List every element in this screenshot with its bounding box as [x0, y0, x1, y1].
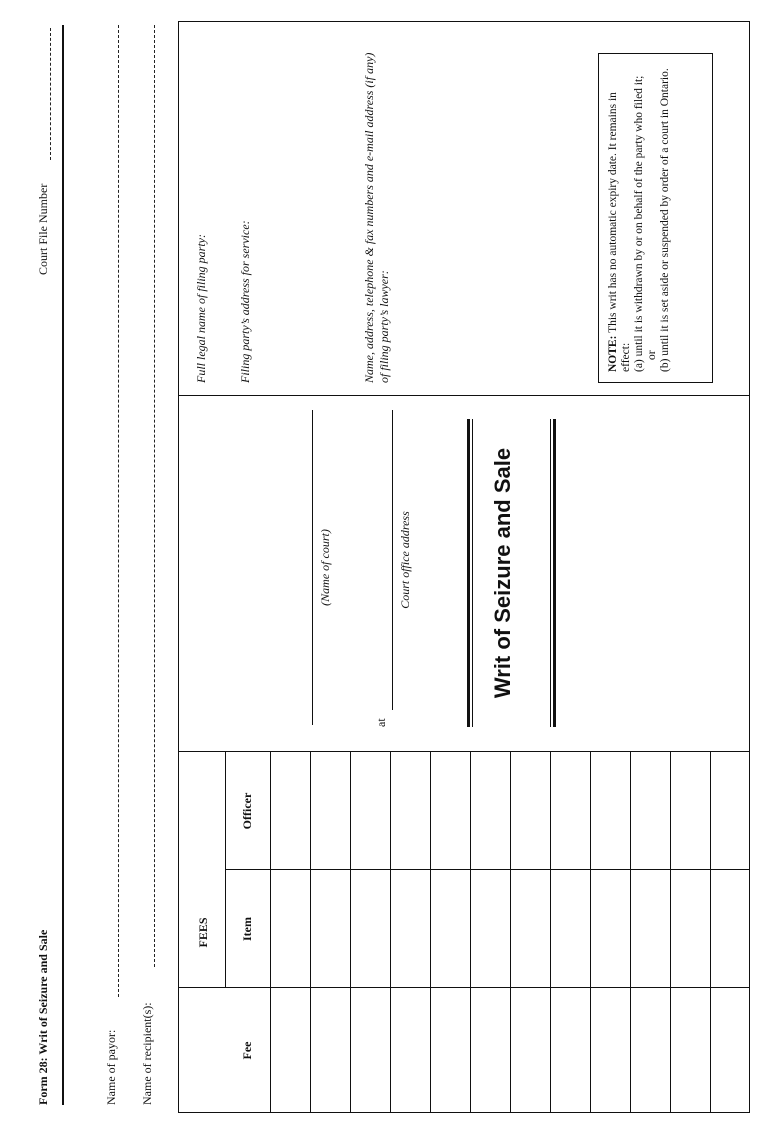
title-rule-top-thin — [472, 419, 473, 727]
filing-address-label: Filing party’s address for service: — [238, 220, 252, 383]
title-rule-top — [467, 419, 470, 727]
note-item-a: (a) until it is withdrawn by or on behalf of the party who filed it; or — [633, 75, 658, 372]
filing-divider — [178, 395, 750, 396]
fees-heading: FEES — [196, 917, 210, 948]
fees-row-rule — [630, 752, 631, 1113]
form-title: Writ of Seizure and Sale — [490, 447, 515, 699]
court-address-line[interactable] — [392, 410, 393, 710]
court-at-label: at — [374, 718, 388, 727]
fees-col-rule-1 — [178, 987, 750, 988]
recipient-label: Name of recipient(s): — [140, 1002, 154, 1105]
fees-col-fee: Fee — [240, 1041, 254, 1060]
fees-row-rule — [510, 752, 511, 1113]
fees-divider — [178, 751, 750, 752]
payor-label: Name of payor: — [104, 1029, 118, 1105]
fees-row-rule — [430, 752, 431, 1113]
fees-row-rule — [310, 752, 311, 1113]
recipient-field[interactable] — [154, 25, 155, 967]
fees-row-rule — [470, 752, 471, 1113]
fees-row-rule — [270, 752, 271, 1113]
fees-row-rule — [350, 752, 351, 1113]
fees-col-rule-2 — [225, 869, 750, 870]
note-lead: NOTE: — [607, 335, 619, 372]
fees-heading-rule — [225, 752, 226, 988]
court-name-caption: (Name of court) — [318, 529, 332, 606]
title-rule-bottom — [553, 419, 556, 727]
fees-row-rule — [550, 752, 551, 1113]
fees-col-officer: Officer — [240, 792, 254, 830]
fees-row-rule — [390, 752, 391, 1113]
fees-row-rule — [590, 752, 591, 1113]
court-file-number-field[interactable] — [50, 28, 51, 160]
expiry-note-box — [598, 53, 713, 383]
payor-field[interactable] — [118, 25, 119, 997]
fees-row-rule — [710, 752, 711, 1113]
fees-row-rule — [670, 752, 671, 1113]
note-item-b: (b) until it is set aside or suspended by order of a court in Ontario. — [659, 68, 671, 372]
court-address-caption: Court office address — [398, 511, 412, 609]
note-intro — [607, 64, 633, 372]
fees-col-item: Item — [240, 917, 254, 941]
header-rule — [62, 25, 64, 1105]
form-label: Form 28: Writ of Seizure and Sale — [36, 929, 50, 1105]
court-file-number-label: Court File Number — [36, 183, 50, 275]
filing-legal-name-label: Full legal name of filing party: — [194, 234, 208, 383]
court-name-line[interactable] — [312, 410, 313, 725]
filing-lawyer-label: Name, address, telephone & fax numbers and e-mail address (if any) of filing party’s lawyer: — [362, 52, 391, 383]
title-rule-bottom-thin — [550, 419, 551, 727]
note-text: This writ has no automatic expiry date. It remains in effect: — [607, 92, 632, 372]
